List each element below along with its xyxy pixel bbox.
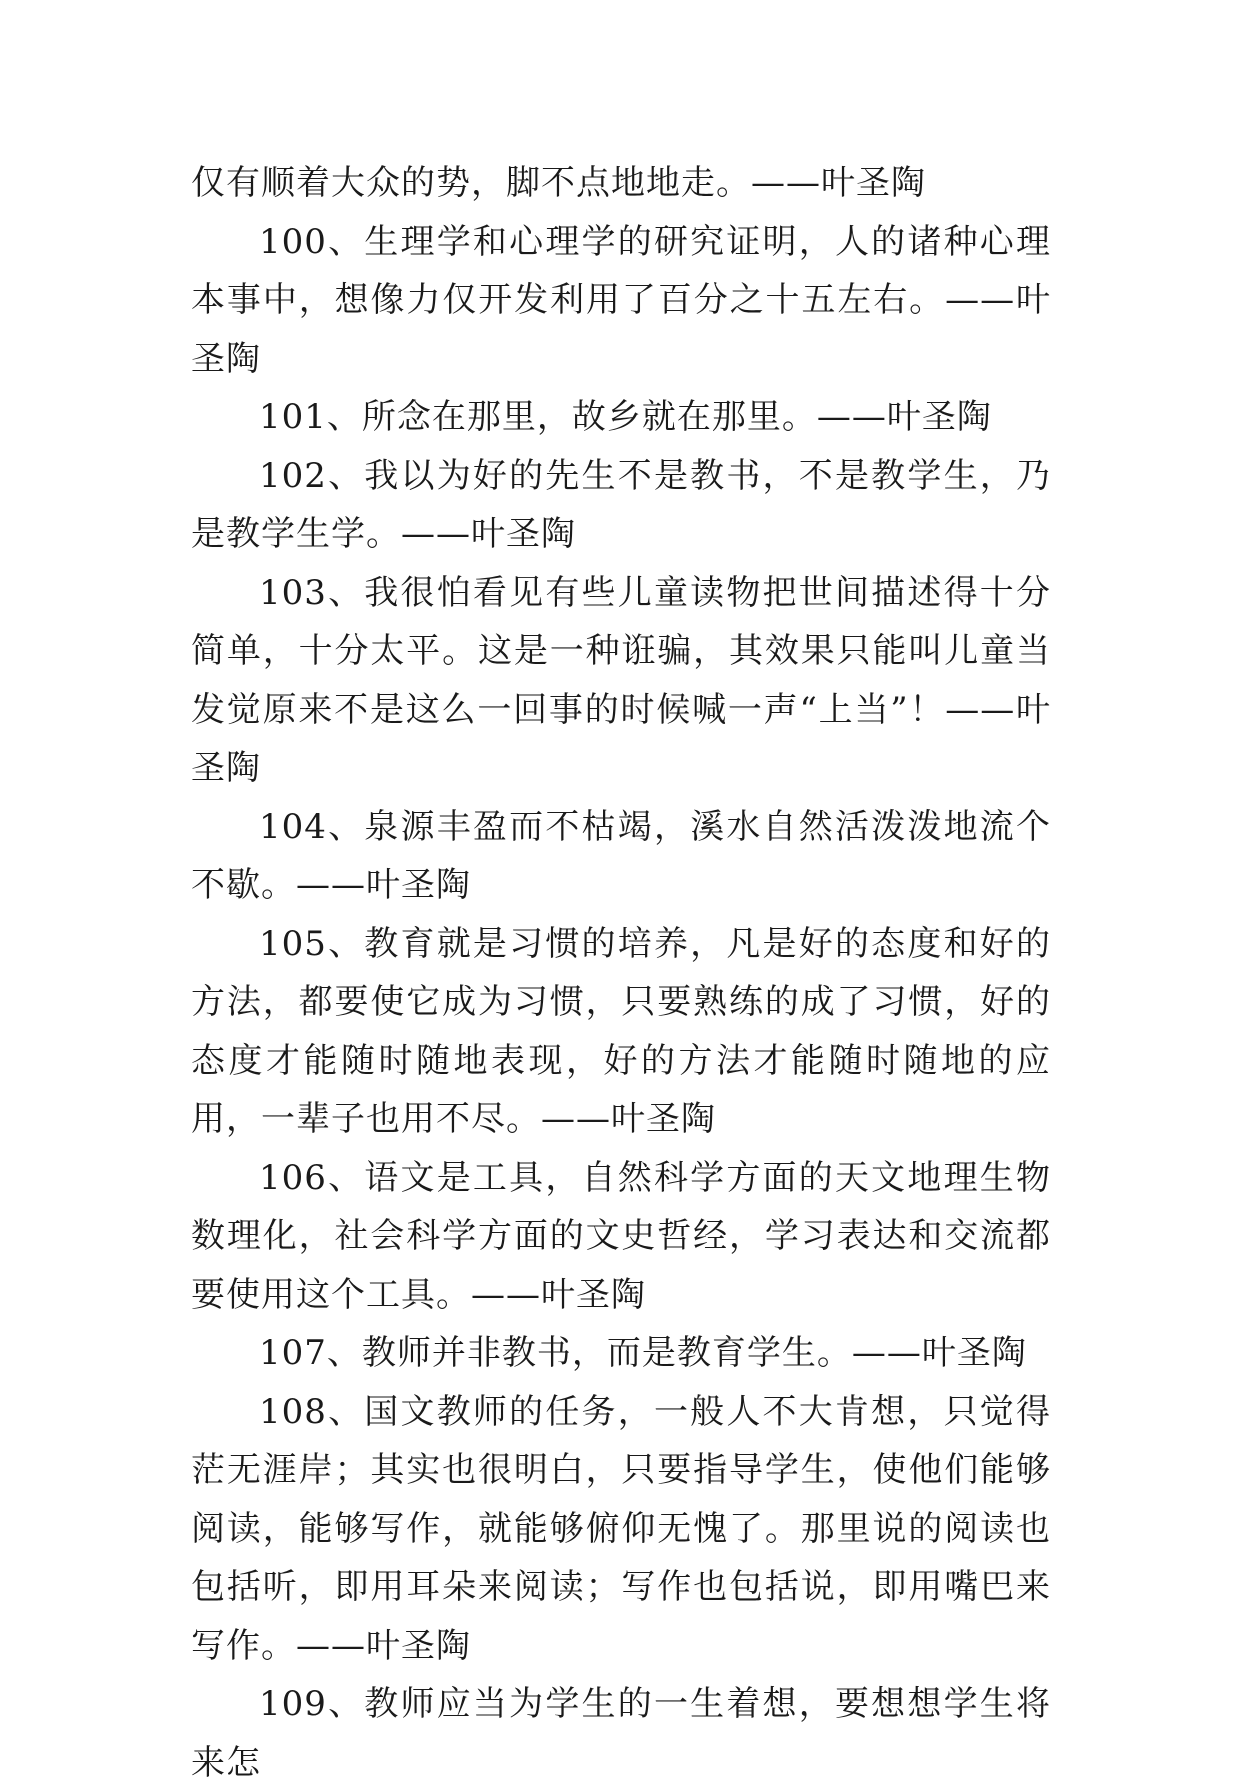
document-page	[191, 154, 1051, 1792]
quote-101: 101、所念在那里，故乡就在那里。——叶圣陶	[259, 397, 992, 437]
quote-103: 103、我很怕看见有些儿童读物把世间描述得十分简单，十分太平。这是一种诳骗，其效果只能叫儿童当发觉原来不是这么一回事的时候喊一声“上当”！——叶圣陶	[191, 572, 1051, 788]
quote-102: 102、我以为好的先生不是教书，不是教学生，乃是教学生学。——叶圣陶	[191, 455, 1051, 554]
quote-106: 106、语文是工具，自然科学方面的天文地理生物数理化，社会科学方面的文史哲经，学习表达和交流都要使用这个工具。——叶圣陶	[191, 1157, 1051, 1315]
quote-100: 100、生理学和心理学的研究证明，人的诸种心理本事中，想像力仅开发利用了百分之十五左右。——叶圣陶	[191, 221, 1051, 379]
quote-107: 107、教师并非教书，而是教育学生。——叶圣陶	[259, 1333, 1027, 1373]
quote-109: 109、教师应当为学生的一生着想，要想想学生将来怎	[191, 1684, 1051, 1783]
quote-105: 105、教育就是习惯的培养，凡是好的态度和好的方法，都要使它成为习惯，只要熟练的成了习惯，好的态度才能随时随地表现，好的方法才能随时随地的应用，一辈子也用不尽。——叶圣陶	[191, 923, 1051, 1139]
quote-104: 104、泉源丰盈而不枯竭，溪水自然活泼泼地流个不歇。——叶圣陶	[191, 806, 1051, 905]
quote-108: 108、国文教师的任务，一般人不大肯想，只觉得茫无涯岸；其实也很明白，只要指导学生，使他们能够阅读，能够写作，就能够俯仰无愧了。那里说的阅读也包括听，即用耳朵来阅读；写作也包括说，即用嘴巴来写作。——叶圣陶	[191, 1391, 1051, 1666]
paragraph: 仅有顺着大众的势，脚不点地地走。——叶圣陶	[191, 163, 926, 203]
